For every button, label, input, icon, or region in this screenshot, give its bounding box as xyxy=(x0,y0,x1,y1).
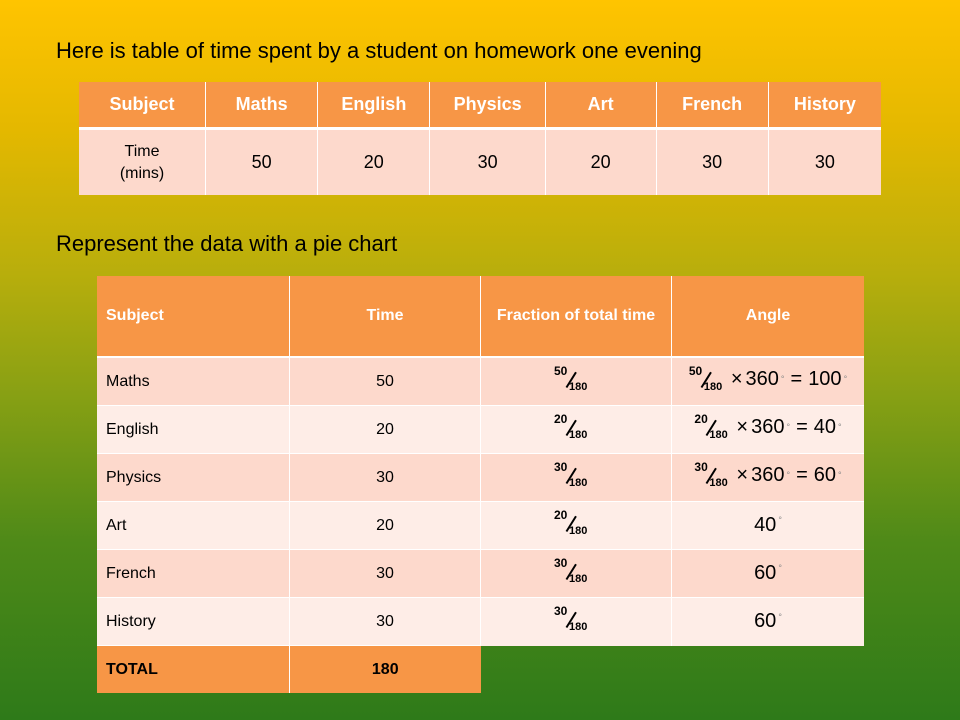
degree-symbol: ° xyxy=(780,374,785,384)
section-heading: Represent the data with a pie chart xyxy=(56,231,398,256)
time-cell: 50 xyxy=(290,357,481,406)
fraction xyxy=(554,556,598,586)
time-cell: 20 xyxy=(290,502,481,550)
header-art: Art xyxy=(545,82,656,129)
angle-result xyxy=(754,610,782,632)
empty-cell xyxy=(672,646,865,694)
multiplier: 360 xyxy=(751,415,785,438)
fraction-numerator: 30 xyxy=(554,604,568,619)
angle-calculation xyxy=(694,412,841,442)
angle-cell xyxy=(672,598,865,646)
fraction-cell xyxy=(481,502,672,550)
fraction xyxy=(554,508,598,538)
angle-calculation xyxy=(689,364,847,394)
fraction xyxy=(694,460,734,490)
header-time: Time xyxy=(290,276,481,357)
total-value: 180 xyxy=(290,646,481,694)
header-physics: Physics xyxy=(430,82,545,129)
times-sign: × xyxy=(736,463,749,486)
page-heading: Here is table of time spent by a student on homework one evening xyxy=(56,38,702,63)
homework-time-table xyxy=(79,82,881,195)
header-french: French xyxy=(656,82,768,129)
fraction-cell xyxy=(481,550,672,598)
fraction-denominator: 180 xyxy=(569,621,588,634)
angle-value: 60 xyxy=(754,562,777,584)
fraction-denominator: 180 xyxy=(569,573,588,585)
fraction-denominator: 180 xyxy=(569,525,588,537)
total-row xyxy=(97,646,864,694)
angle-result xyxy=(754,562,782,584)
degree-symbol: ° xyxy=(778,611,782,622)
subject-cell: Art xyxy=(97,502,290,550)
pie-calculation-table xyxy=(97,276,864,693)
fraction-numerator: 20 xyxy=(554,412,568,426)
degree-symbol: ° xyxy=(843,374,848,384)
fraction xyxy=(694,412,734,442)
fraction-numerator: 50 xyxy=(688,364,703,378)
times-sign: × xyxy=(736,415,749,438)
angle-calculation xyxy=(694,460,841,490)
header-subject: Subject xyxy=(97,276,290,357)
subject-cell: Maths xyxy=(97,357,290,406)
subject-cell: Physics xyxy=(97,454,290,502)
degree-symbol: ° xyxy=(838,422,842,432)
degree-symbol: ° xyxy=(786,470,791,480)
equals-sign: = xyxy=(796,415,808,438)
fraction-denominator: 180 xyxy=(569,381,588,393)
table-row xyxy=(97,357,864,406)
degree-symbol: ° xyxy=(778,515,782,526)
row-label-line1: Time xyxy=(124,142,160,160)
degree-symbol: ° xyxy=(778,563,782,574)
fraction-numerator: 20 xyxy=(694,412,708,426)
fraction-cell xyxy=(481,357,672,406)
time-cell: 30 xyxy=(290,550,481,598)
table-row xyxy=(97,502,864,550)
times-sign: × xyxy=(730,367,743,390)
subject-cell: English xyxy=(97,406,290,454)
equals-sign: = xyxy=(790,367,803,390)
fraction xyxy=(554,604,598,634)
header-maths: Maths xyxy=(206,82,318,129)
fraction-numerator: 50 xyxy=(554,364,568,378)
fraction-cell xyxy=(481,454,672,502)
table-row xyxy=(97,598,864,646)
angle-value: 60 xyxy=(813,463,836,486)
angle-cell xyxy=(672,406,865,454)
cell-physics: 30 xyxy=(430,129,545,196)
fraction-numerator: 20 xyxy=(554,508,568,522)
fraction xyxy=(554,364,598,394)
table-row xyxy=(97,454,864,502)
row-label xyxy=(79,129,206,196)
table-header-row xyxy=(79,82,881,129)
fraction-cell xyxy=(481,406,672,454)
angle-cell xyxy=(672,502,865,550)
fraction-numerator: 30 xyxy=(554,556,568,570)
angle-value: 60 xyxy=(754,610,777,633)
multiplier: 360 xyxy=(745,367,779,390)
header-english: English xyxy=(318,82,430,129)
cell-art: 20 xyxy=(545,129,656,196)
table-row xyxy=(97,406,864,454)
fraction-cell xyxy=(481,598,672,646)
angle-cell xyxy=(672,550,865,598)
angle-cell xyxy=(672,454,865,502)
time-cell: 30 xyxy=(290,598,481,646)
cell-history: 30 xyxy=(768,129,881,196)
equals-sign: = xyxy=(796,463,808,486)
header-angle: Angle xyxy=(672,276,865,357)
fraction xyxy=(689,364,729,394)
fraction-denominator: 180 xyxy=(569,429,588,441)
time-cell: 30 xyxy=(290,454,481,502)
cell-english: 20 xyxy=(318,129,430,196)
empty-cell xyxy=(481,646,672,694)
fraction xyxy=(554,412,598,442)
cell-french: 30 xyxy=(656,129,768,196)
angle-value: 100 xyxy=(808,367,842,390)
fraction-numerator: 30 xyxy=(554,460,568,474)
subject-cell: French xyxy=(97,550,290,598)
header-history: History xyxy=(768,82,881,129)
angle-value: 40 xyxy=(813,415,836,438)
total-label: TOTAL xyxy=(97,646,290,694)
fraction-numerator: 30 xyxy=(694,460,708,474)
cell-maths: 50 xyxy=(206,129,318,196)
fraction-denominator: 180 xyxy=(703,381,723,393)
degree-symbol: ° xyxy=(838,470,842,480)
table-row xyxy=(79,129,881,196)
fraction-denominator: 180 xyxy=(709,477,728,489)
time-cell: 20 xyxy=(290,406,481,454)
fraction-denominator: 180 xyxy=(709,429,728,441)
fraction xyxy=(554,460,598,490)
degree-symbol: ° xyxy=(786,422,791,432)
angle-value: 40 xyxy=(754,514,777,536)
fraction-denominator: 180 xyxy=(569,477,588,489)
header-fraction: Fraction of total time xyxy=(481,276,672,357)
multiplier: 360 xyxy=(751,463,785,486)
angle-result xyxy=(754,514,782,536)
table-header-row xyxy=(97,276,864,357)
table-row xyxy=(97,550,864,598)
row-label-line2: (mins) xyxy=(119,164,165,182)
angle-cell xyxy=(672,357,865,406)
header-subject: Subject xyxy=(79,82,206,129)
subject-cell: History xyxy=(97,598,290,646)
